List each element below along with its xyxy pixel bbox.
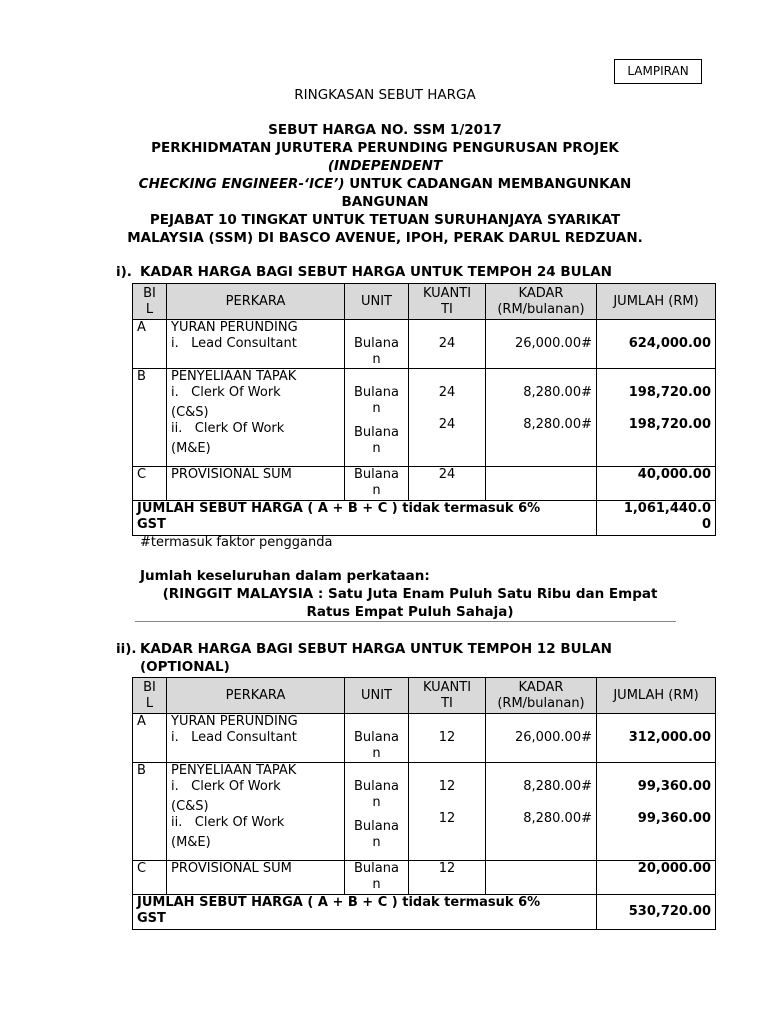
header-unit: UNIT: [345, 284, 409, 320]
row-unit: Bulana n: [345, 320, 409, 369]
table-header-row: [133, 678, 716, 714]
table-row: [133, 369, 716, 467]
heading-line4: [100, 176, 670, 192]
row-perkara: PROVISIONAL SUM: [167, 467, 345, 501]
row-kadar: [486, 861, 597, 895]
heading-line2: PERKHIDMATAN JURUTERA PERUNDING PENGURUSAN PROJEK: [151, 140, 619, 156]
header-perkara: PERKARA: [167, 284, 345, 320]
row-kuantiti: 12: [409, 714, 486, 763]
section2-title-optional: (OPTIONAL): [140, 659, 230, 675]
total-label: JUMLAH SEBUT HARGA ( A + B + C ) tidak termasuk 6% GST: [133, 501, 597, 536]
row-jumlah: 20,000.00: [597, 861, 716, 895]
header-bil: BI L: [133, 678, 167, 714]
row-kadar: 26,000.00#: [486, 714, 597, 763]
row-jumlah: 99,360.00 99,360.00: [597, 763, 716, 861]
table-row: [133, 320, 716, 369]
table-row: [133, 763, 716, 861]
row-bil: B: [133, 369, 167, 467]
total-value: 1,061,440.0 0: [597, 501, 716, 536]
total-value: 530,720.00: [597, 895, 716, 930]
row-kuantiti: 24: [409, 320, 486, 369]
lampiran-box: LAMPIRAN: [614, 59, 702, 84]
heading-line3: (INDEPENDENT: [327, 158, 443, 174]
row-kadar: [486, 467, 597, 501]
row-unit: Bulana n: [345, 714, 409, 763]
table-row: [133, 467, 716, 501]
section2-title: KADAR HARGA BAGI SEBUT HARGA UNTUK TEMPOH 12 BULAN: [140, 641, 612, 657]
table-row: [133, 714, 716, 763]
row-kadar: 8,280.00# 8,280.00#: [486, 763, 597, 861]
row-kuantiti: 12: [409, 861, 486, 895]
words-label: Jumlah keseluruhan dalam perkataan:: [140, 568, 430, 584]
table-24-bulan: [132, 283, 716, 536]
header-perkara: PERKARA: [167, 678, 345, 714]
header-kuantiti: KUANTI TI: [409, 678, 486, 714]
table-header-row: [133, 284, 716, 320]
header-kadar: KADAR (RM/bulanan): [486, 678, 597, 714]
section1-title: KADAR HARGA BAGI SEBUT HARGA UNTUK TEMPOH 24 BULAN: [140, 264, 612, 280]
header-kadar: KADAR (RM/bulanan): [486, 284, 597, 320]
heading-line1: SEBUT HARGA NO. SSM 1/2017: [268, 122, 502, 138]
table-total-row: [133, 501, 716, 536]
row-bil: A: [133, 320, 167, 369]
table-12-bulan: [132, 677, 716, 930]
row-unit: Bulana n Bulana n: [345, 763, 409, 861]
row-perkara: PENYELIAAN TAPAK i. Clerk Of Work (C&S) ii. Clerk Of Work (M&E): [167, 369, 345, 467]
heading-line7: MALAYSIA (SSM) DI BASCO AVENUE, IPOH, PERAK DARUL REDZUAN.: [127, 230, 643, 246]
divider: [135, 621, 676, 622]
row-jumlah: 40,000.00: [597, 467, 716, 501]
row-unit: Bulana n: [345, 861, 409, 895]
header-jumlah: JUMLAH (RM): [597, 678, 716, 714]
row-kuantiti: 24: [409, 467, 486, 501]
table-row: [133, 861, 716, 895]
row-perkara: PENYELIAAN TAPAK i. Clerk Of Work (C&S) ii. Clerk Of Work (M&E): [167, 763, 345, 861]
row-bil: B: [133, 763, 167, 861]
heading-line5: BANGUNAN: [341, 194, 429, 210]
row-kuantiti: 12 12: [409, 763, 486, 861]
row-bil: C: [133, 467, 167, 501]
header-bil: BI L: [133, 284, 167, 320]
heading-line6: PEJABAT 10 TINGKAT UNTUK TETUAN SURUHANJAYA SYARIKAT: [149, 212, 621, 228]
amount-in-words-line1: (RINGGIT MALAYSIA : Satu Juta Enam Puluh Satu Ribu dan Empat: [162, 586, 658, 602]
section2-number: ii).: [116, 641, 137, 657]
row-jumlah: 198,720.00 198,720.00: [597, 369, 716, 467]
row-perkara: PROVISIONAL SUM: [167, 861, 345, 895]
row-bil: A: [133, 714, 167, 763]
row-unit: Bulana n Bulana n: [345, 369, 409, 467]
header-kuantiti: KUANTI TI: [409, 284, 486, 320]
row-bil: C: [133, 861, 167, 895]
row-unit: Bulana n: [345, 467, 409, 501]
section1-number: i).: [116, 264, 132, 280]
row-kadar: 8,280.00# 8,280.00#: [486, 369, 597, 467]
amount-in-words-line2: Ratus Empat Puluh Sahaja): [306, 604, 514, 620]
document-title: RINGKASAN SEBUT HARGA: [294, 87, 476, 103]
row-perkara: YURAN PERUNDING i. Lead Consultant: [167, 320, 345, 369]
row-jumlah: 312,000.00: [597, 714, 716, 763]
total-label: JUMLAH SEBUT HARGA ( A + B + C ) tidak termasuk 6% GST: [133, 895, 597, 930]
heading-line4-rest: UNTUK CADANGAN MEMBANGUNKAN: [344, 176, 632, 192]
header-unit: UNIT: [345, 678, 409, 714]
footnote: #termasuk faktor pengganda: [140, 535, 333, 550]
header-jumlah: JUMLAH (RM): [597, 284, 716, 320]
row-kuantiti: 24 24: [409, 369, 486, 467]
row-perkara: YURAN PERUNDING i. Lead Consultant: [167, 714, 345, 763]
row-jumlah: 624,000.00: [597, 320, 716, 369]
table-total-row: [133, 895, 716, 930]
row-kadar: 26,000.00#: [486, 320, 597, 369]
heading-line4-italic: CHECKING ENGINEER-‘ICE’): [138, 176, 345, 192]
